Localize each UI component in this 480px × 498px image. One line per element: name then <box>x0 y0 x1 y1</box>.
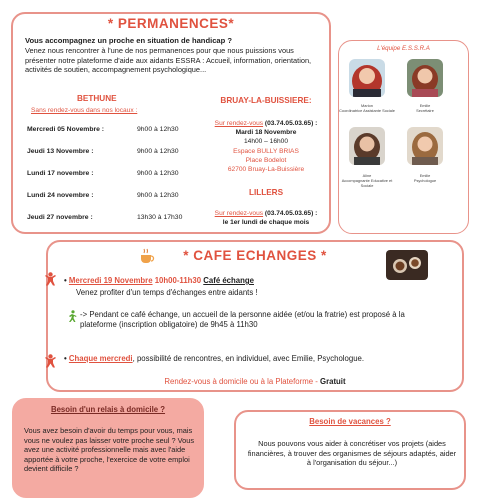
team-caption <box>397 103 453 113</box>
lillers-when: le 1er lundi de chaque mois <box>222 219 310 226</box>
walking-person-icon <box>66 309 78 321</box>
person-icon <box>44 354 57 368</box>
bruay-rdv-phone: (03.74.05.03.65) : <box>264 120 318 127</box>
cafe-panel <box>46 240 464 392</box>
team-caption <box>397 173 453 183</box>
bruay-place-1: Espace BULLY BRIAS <box>233 148 299 155</box>
bruay-rdv <box>199 120 333 127</box>
team-caption <box>339 103 395 113</box>
team-member-name: Emilie <box>419 173 431 178</box>
cafe-weekly-text: , possibilité de rencontres, en individuel, avec Emilie, Psychologue. <box>132 354 365 363</box>
lillers-rdv-phone: (03.74.05.03.65) : <box>264 210 318 217</box>
team-photo <box>349 127 385 165</box>
team-photo <box>407 59 443 97</box>
permanences-intro-text: Venez nous rencontrer à l'une de nos permanences pour que nous puissions vous présenter notre plateforme d'aide aux aidants ESSRA : Accueil, information, orientation, activités de soutien, accompagnement psychologique... <box>25 46 312 75</box>
team-photo <box>407 127 443 165</box>
lillers-rdv-label: Sur rendez-vous <box>214 210 264 217</box>
schedule-hours: 13h30 à 17h30 <box>137 214 183 221</box>
schedule-hours: 9h00 à 12h30 <box>137 148 179 155</box>
bethune-heading: BETHUNE <box>77 94 117 103</box>
permanences-panel <box>11 12 331 234</box>
schedule-date: Lundi 17 novembre : <box>27 170 94 177</box>
cafe-event-date: Mercredi 19 Novembre <box>68 276 153 285</box>
bruay-date: Mardi 18 Novembre <box>235 129 297 136</box>
schedule-hours: 9h00 à 12h30 <box>137 170 179 177</box>
team-member-role: Coordinatrice Assistante Sociale <box>339 108 395 113</box>
team-member-name: Marion <box>361 103 373 108</box>
cafe-rdv-line <box>48 377 462 387</box>
schedule-date: Jeudi 27 novembre : <box>27 214 93 221</box>
vacances-heading: Besoin de vacances ? <box>309 417 391 426</box>
schedule-date: Mercredi 05 Novembre : <box>27 126 105 133</box>
team-title: L'équipe E.S.S.R.A <box>377 45 430 52</box>
schedule-date: Lundi 24 novembre : <box>27 192 94 199</box>
team-panel <box>338 40 469 234</box>
cafe-weekly-line: • Chaque mercredi, possibilité de rencontres, en individuel, avec Emilie, Psychologue. <box>64 354 365 363</box>
team-caption <box>339 173 395 188</box>
team-member-role: Psychologue <box>413 178 437 183</box>
cafe-event-name: Café échange <box>203 276 254 285</box>
relais-panel <box>12 398 204 498</box>
team-photo <box>349 59 385 97</box>
person-icon <box>44 272 57 286</box>
cafe-event-time: 10h00-11h30 <box>154 276 202 285</box>
bruay-place-3: 62700 Bruay-La-Buissière <box>227 166 305 173</box>
permanences-intro-heading: Vous accompagnez un proche en situation de handicap ? <box>25 36 233 45</box>
lillers-rdv <box>199 210 333 217</box>
permanences-title: * PERMANENCES* <box>107 16 235 31</box>
bruay-heading: BRUAY-LA-BUISSIERE: <box>220 96 312 105</box>
bruay-rdv-label: Sur rendez-vous <box>214 120 264 127</box>
schedule-date: Jeudi 13 Novembre : <box>27 148 94 155</box>
relais-heading: Besoin d'un relais à domicile ? <box>50 405 166 414</box>
team-member-role: Accompagnante Educative et Sociale <box>341 178 393 188</box>
coffee-photo <box>386 250 428 280</box>
team-member-name: Aline <box>362 173 372 178</box>
cafe-sub-note: -> Pendant ce café échange, un accueil de la personne aidée (et/ou la fratrie) est proposé à la plateforme (inscription obligatoire) de 9h45 à 11h30 <box>80 310 405 330</box>
cafe-weekly-label: Chaque mercredi <box>68 354 133 363</box>
team-member-role: Secrétaire <box>416 108 434 113</box>
cafe-title: * CAFE ECHANGES * <box>183 248 327 263</box>
cafe-rdv-text: Rendez-vous à domicile ou à la Plateforme - <box>164 377 321 386</box>
bethune-note: Sans rendez-vous dans nos locaux : <box>31 107 138 114</box>
bruay-hours: 14h00 – 16h00 <box>243 138 288 145</box>
bruay-place-2: Place Bodelot <box>245 157 287 164</box>
schedule-hours: 9h00 à 12h30 <box>137 192 179 199</box>
vacances-panel <box>234 410 466 490</box>
cafe-rdv-free: Gratuit <box>320 377 346 386</box>
schedule-hours: 9h00 à 12h30 <box>137 126 179 133</box>
cafe-event-desc: Venez profiter d'un temps d'échanges entre aidants ! <box>76 288 258 297</box>
relais-text: Vous avez besoin d'avoir du temps pour vous, mais vous ne voulez pas laisser votre proche seul ? Vous avez une activité professionnelle mais avec l'aide apportée à votre proche, l'exercice de votre emploi devient difficile ? <box>24 426 195 474</box>
vacances-text: Nous pouvons vous aider à concrétiser vos projets (aides financières, à trouver des organismes de séjours adaptés, aider à l'organisation du séjour...) <box>247 439 457 468</box>
lillers-heading: LILLERS <box>248 188 284 197</box>
team-member-name: Emilie <box>419 103 431 108</box>
cafe-event-line: • Mercredi 19 Novembre 10h00-11h30 Café échange <box>64 276 254 285</box>
